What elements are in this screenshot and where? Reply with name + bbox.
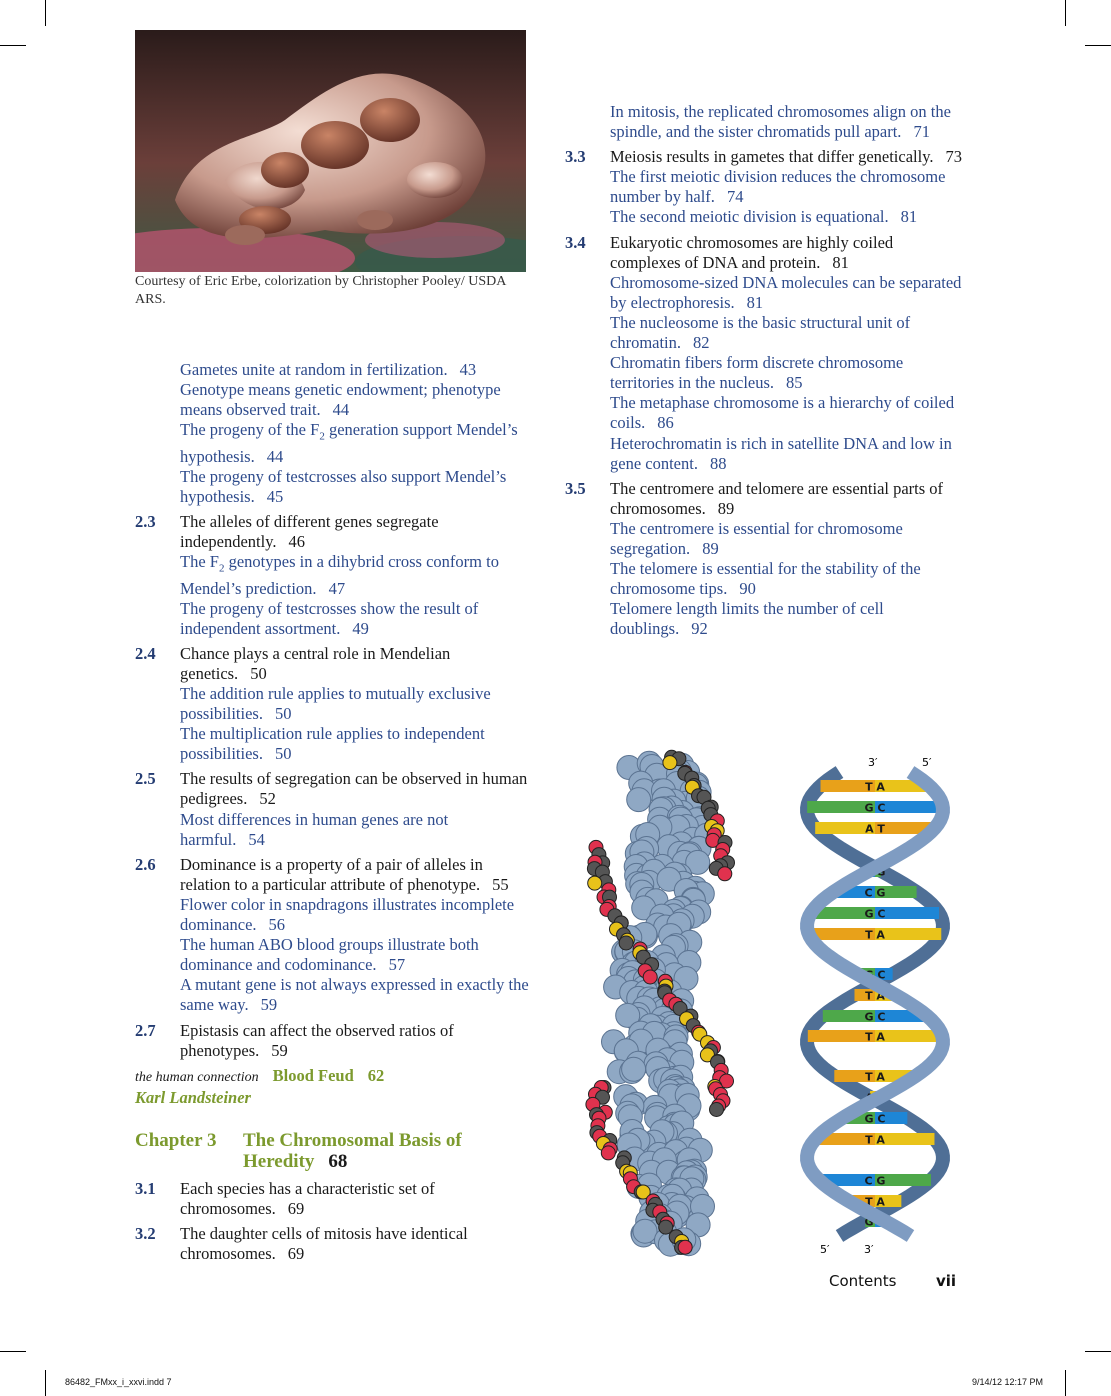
section-number: 2.3: [135, 511, 156, 531]
section-heading[interactable]: Each species has a characteristic set of chromosomes. 69: [180, 1178, 435, 1218]
slug-timestamp: 9/14/12 12:17 PM: [972, 1377, 1044, 1387]
strand-end-label: 3′: [868, 756, 878, 769]
running-footer-label: Contents: [829, 1272, 897, 1290]
toc-subitem[interactable]: The multiplication rule applies to independent possibilities. 50: [180, 724, 485, 764]
section-number: 2.6: [135, 854, 156, 874]
section-heading[interactable]: Epistasis can affect the observed ratios of phenotypes. 59: [180, 1020, 454, 1060]
base-pair-label: A T: [865, 1091, 885, 1105]
base-pair-label: C G: [864, 886, 886, 900]
toc-column-left: [135, 360, 535, 1264]
toc-subitem[interactable]: The first meiotic division reduces the chromosome number by half. 74: [610, 167, 946, 207]
human-connection-title: Blood Feud: [272, 1065, 354, 1085]
toc-section: [135, 769, 535, 849]
section-heading[interactable]: The alleles of different genes segregate independently. 46: [180, 511, 439, 552]
crop-mark: [1085, 1351, 1111, 1352]
toc-subitem[interactable]: The $F_2$ genotypes in a dihybrid cross conform to Mendel’s prediction. 47: [180, 552, 499, 598]
base-pair-label: T A: [865, 989, 885, 1003]
toc-subitem[interactable]: The human ABO blood groups illustrate both dominance and codominance. 57: [180, 935, 479, 975]
toc-subitem[interactable]: Genotype means genetic endowment; phenotype means observed trait. 44: [180, 380, 501, 420]
photo-caption: Courtesy of Eric Erbe, colorization by Christopher Pooley/ USDA ARS.: [135, 274, 506, 307]
toc-section: [565, 147, 965, 227]
section-number: 3.2: [135, 1224, 156, 1244]
crop-mark: [1065, 0, 1066, 26]
toc-subitem[interactable]: The nucleosome is the basic structural unit of chromatin. 82: [610, 312, 911, 353]
toc-subitem[interactable]: Gametes unite at random in fertilization. 43: [180, 360, 477, 379]
chapter-heading[interactable]: [135, 1130, 535, 1172]
toc-subitem[interactable]: The progeny of testcrosses show the result of independent assortment. 49: [180, 598, 479, 638]
toc-section: [565, 102, 965, 142]
strand-end-label: 5′: [820, 1243, 830, 1256]
base-pair: [808, 1030, 942, 1044]
human-connection-label: the human connection: [135, 1069, 259, 1085]
toc-column-right: [565, 102, 965, 639]
toc-subitem[interactable]: Flower color in snapdragons illustrates incomplete dominance. 56: [180, 894, 515, 935]
chapter-page: 68: [328, 1150, 348, 1172]
section-number: 3.1: [135, 1178, 156, 1198]
base-pair-label: T A: [865, 780, 885, 794]
micrograph-photo: [135, 30, 526, 272]
toc-section: [135, 360, 535, 507]
toc-subitem[interactable]: The centromere is essential for chromosome segregation. 89: [610, 518, 903, 558]
base-pair-label: T A: [865, 1195, 885, 1209]
toc-subitem[interactable]: Telomere length limits the number of cell doublings. 92: [610, 599, 884, 639]
toc-section: [135, 644, 535, 765]
dna-space-filling-model: [570, 745, 750, 1265]
strand-end-label: 5′: [922, 756, 932, 769]
base-pair-label: G C: [864, 968, 886, 982]
toc-subitem[interactable]: Chromosome-sized DNA molecules can be separated by electrophoresis. 81: [610, 272, 962, 312]
base-pair-label: G C: [864, 1112, 886, 1126]
section-number: 2.5: [135, 769, 156, 789]
base-pair-label: G C: [864, 1010, 886, 1024]
dna-double-helix-diagram: [790, 750, 960, 1260]
toc-section: [135, 512, 535, 639]
toc-subitem[interactable]: The addition rule applies to mutually exclusive possibilities. 50: [180, 684, 491, 724]
toc-subitem[interactable]: In mitosis, the replicated chromosomes align on the spindle, and the sister chromatids pull apart. 71: [610, 102, 951, 142]
section-heading[interactable]: The centromere and telomere are essential parts of chromosomes. 89: [610, 478, 944, 518]
toc-subitem[interactable]: A mutant gene is not always expressed in exactly the same way. 59: [180, 975, 529, 1015]
section-heading[interactable]: Chance plays a central role in Mendelian genetics. 50: [180, 643, 451, 683]
toc-subitem[interactable]: Chromatin fibers form discrete chromosome territories in the nucleus. 85: [610, 353, 904, 393]
base-pair: [809, 928, 942, 942]
toc-section: [135, 855, 535, 1016]
base-pair: [816, 1133, 935, 1147]
crop-mark: [45, 1370, 46, 1396]
base-pair-label: T A: [865, 1133, 885, 1147]
base-pair-label: T A: [865, 1030, 885, 1044]
crop-mark: [1065, 1370, 1066, 1396]
toc-subitem[interactable]: The second meiotic division is equational. 81: [610, 207, 918, 227]
base-pair: [807, 801, 943, 815]
toc-subitem[interactable]: Most differences in human genes are not harmful. 54: [180, 809, 449, 849]
section-number: 2.7: [135, 1020, 156, 1040]
base-pair-label: A T: [865, 822, 885, 836]
section-number: 3.4: [565, 232, 586, 252]
base-pair-label: C G: [864, 1174, 886, 1188]
toc-section: [135, 1224, 535, 1264]
chapter-title: The Chromosomal Basis of Heredity: [243, 1129, 462, 1172]
section-heading[interactable]: The results of segregation can be observed in human pedigrees. 52: [180, 769, 528, 809]
base-pair: [815, 822, 935, 836]
toc-subitem[interactable]: The progeny of the $F_2$ generation support Mendel’s hypothesis. 44: [180, 420, 518, 466]
base-pair-label: G C: [864, 1215, 886, 1229]
base-pair-label: G C: [864, 801, 886, 815]
crop-mark: [0, 1351, 26, 1352]
section-heading[interactable]: Dominance is a property of a pair of alleles in relation to a particular attribute of phenotype. 55: [180, 854, 509, 894]
human-connection-name: Karl Landsteiner: [135, 1087, 251, 1107]
section-heading[interactable]: The daughter cells of mitosis have identical chromosomes. 69: [180, 1224, 468, 1264]
section-number: 3.3: [565, 147, 586, 167]
base-pair: [811, 907, 939, 921]
base-pair-label: T A: [865, 1070, 885, 1084]
page-folio: vii: [936, 1272, 957, 1290]
base-pair-label: G C: [864, 907, 886, 921]
toc-subitem[interactable]: The telomere is essential for the stability of the chromosome tips. 90: [610, 559, 921, 599]
section-heading[interactable]: Eukaryotic chromosomes are highly coiled complexes of DNA and protein. 81: [610, 232, 894, 272]
toc-section: [565, 233, 965, 474]
human-connection-entry[interactable]: [135, 1066, 535, 1108]
crop-mark: [1085, 45, 1111, 46]
toc-section: [135, 1179, 535, 1219]
human-connection-page: 62: [367, 1065, 385, 1085]
section-heading[interactable]: Meiosis results in gametes that differ genetically. 73: [610, 147, 962, 167]
atom-cluster: [586, 750, 735, 1256]
strand-end-label: 3′: [864, 1243, 874, 1256]
section-number: 3.5: [565, 478, 586, 498]
crop-mark: [45, 0, 46, 26]
toc-subitem[interactable]: The metaphase chromosome is a hierarchy of coiled coils. 86: [610, 393, 955, 433]
toc-subitem[interactable]: Heterochromatin is rich in satellite DNA and low in gene content. 88: [610, 433, 952, 473]
base-pair-label: C G: [864, 865, 886, 879]
toc-subitem[interactable]: The progeny of testcrosses also support Mendel’s hypothesis. 45: [180, 466, 507, 506]
chapter-label: Chapter 3: [135, 1129, 217, 1151]
base-pair-label: T A: [865, 928, 885, 942]
toc-section: [135, 1021, 535, 1061]
crop-mark: [0, 45, 26, 46]
toc-section: [565, 479, 965, 640]
section-number: 2.4: [135, 643, 156, 663]
slug-filename: 86482_FMxx_i_xxvi.indd 7: [65, 1377, 172, 1387]
